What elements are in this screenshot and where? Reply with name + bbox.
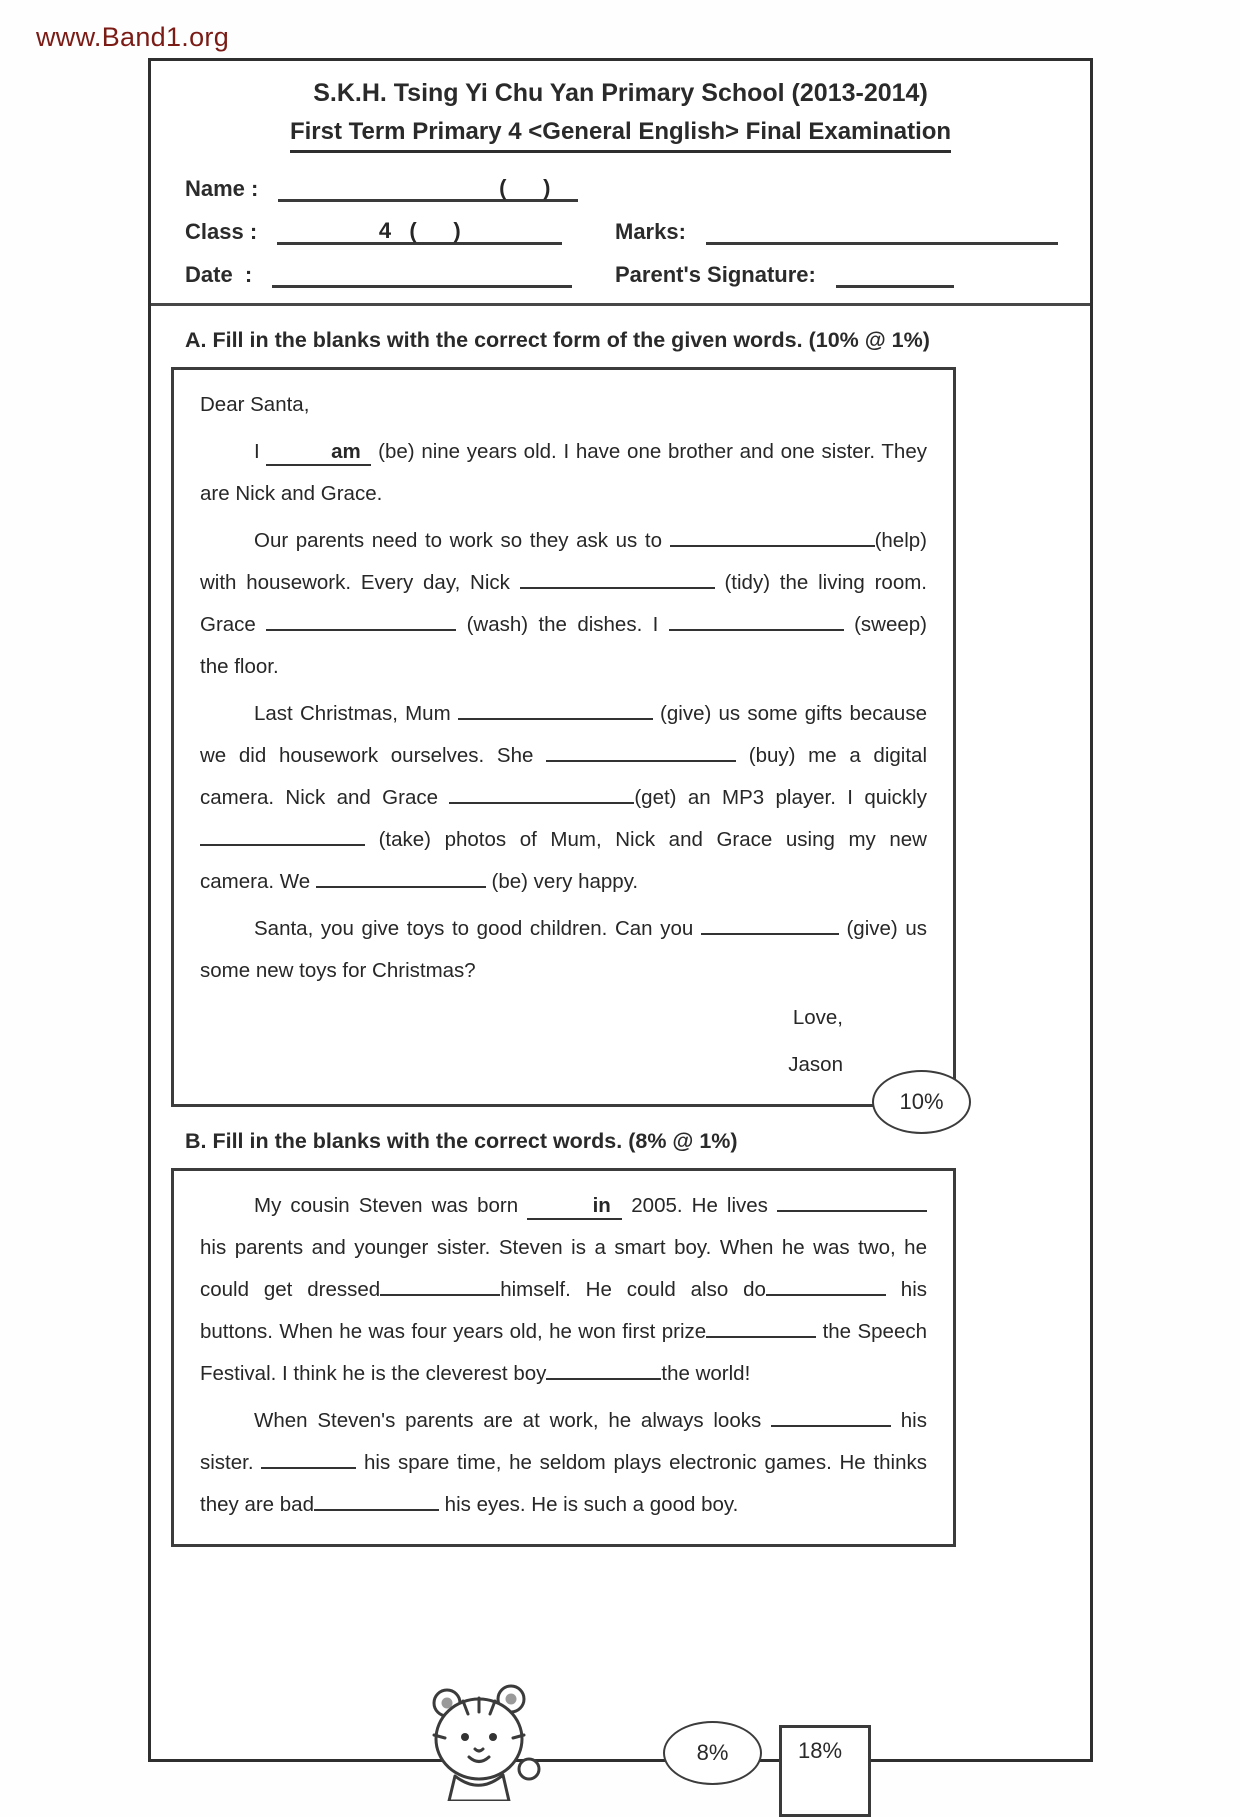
paragraph: Santa, you give toys to good children. Can you (give) us some new toys for Christmas? [200, 908, 927, 992]
watermark-text: www.Band1.org [36, 22, 230, 52]
answer-blank [520, 563, 715, 589]
answer-blank [766, 1270, 886, 1296]
section-a-heading: A. Fill in the blanks with the correct form of the given words. (10% @ 1%) [185, 328, 930, 352]
answer-blank [314, 1485, 439, 1511]
answer-blank [266, 605, 456, 631]
answer-blank [316, 862, 486, 888]
bottom-area [171, 1547, 1070, 1797]
answer-blank-filled: am [266, 440, 371, 466]
student-info-form [185, 171, 1070, 289]
signature-group [615, 257, 954, 288]
class-value: 4 ( ) [378, 218, 461, 243]
marks-label: Marks: [615, 219, 686, 244]
name-blank-line [278, 171, 578, 202]
exam-frame [148, 58, 1093, 1765]
section-a-score-text: 10% [899, 1089, 944, 1114]
answer-blank [546, 1354, 661, 1380]
marks-blank-line [706, 214, 1058, 245]
header-divider [151, 303, 1090, 306]
answer-blank [777, 1186, 927, 1212]
paragraph: I am (be) nine years old. I have one brother and one sister. They are Nick and Grace. [200, 440, 927, 505]
answer-blank [546, 736, 736, 762]
section-b-score-text: 8% [696, 1740, 729, 1765]
section-b-score-badge [663, 1721, 762, 1785]
date-row [185, 257, 1070, 289]
answer-blank-filled: in [527, 1194, 622, 1220]
answer-blank [380, 1270, 500, 1296]
class-row [185, 214, 1070, 246]
class-blank-line [277, 214, 562, 245]
answer-blank [669, 605, 844, 631]
answer-blank [458, 694, 653, 720]
answer-blank [771, 1401, 891, 1427]
class-label: Class : [185, 219, 258, 244]
total-score-text: 18% [798, 1738, 843, 1763]
passage-body [200, 1185, 927, 1526]
answer-blank [706, 1312, 816, 1338]
answer-blank [449, 778, 634, 804]
school-title: S.K.H. Tsing Yi Chu Yan Primary School (2013-2014) [313, 79, 928, 107]
paragraph: Jason [788, 1053, 843, 1076]
tiger-mascot-icon [421, 1683, 541, 1801]
section-a-score-badge [872, 1070, 971, 1134]
marks-group [615, 214, 1058, 245]
answer-blank [701, 909, 839, 935]
date-blank-line [272, 257, 572, 288]
letter-body [200, 384, 927, 1086]
paragraph: My cousin Steven was born in 2005. He lives his parents and younger sister. Steven is a smart boy. When he was two, he could get dressed himself. He could also do his buttons. When he was four years old, he won first prize the Speech Festival. I think he is the cleverest boy the world! [200, 1185, 927, 1395]
answer-blank [670, 521, 875, 547]
answer-blank [200, 820, 365, 846]
section-a-letter-box [171, 367, 956, 1114]
section-b-heading: B. Fill in the blanks with the correct words. (8% @ 1%) [185, 1129, 738, 1153]
exam-title-wrap [171, 118, 1070, 153]
name-row [185, 171, 1070, 203]
paragraph: When Steven's parents are at work, he always looks his sister. his spare time, he seldom plays electronic games. He thinks they are bad his eyes. He is such a good boy. [200, 1400, 927, 1526]
signature-blank-line [836, 257, 954, 288]
paragraph: Dear Santa, [200, 393, 310, 416]
name-class-paren: ( ) [499, 175, 551, 200]
paragraph: Our parents need to work so they ask us to (help) with housework. Every day, Nick (tidy) the living room. Grace (wash) the dishes. I (sweep) the floor. [200, 520, 927, 688]
date-label: Date : [185, 262, 253, 287]
section-b-passage-box [171, 1168, 956, 1547]
paragraph: Last Christmas, Mum (give) us some gifts because we did housework ourselves. She (buy) me a digital camera. Nick and Grace (get) an MP3 player. I quickly (take) photos of Mum, Nick and Grace using my new camera. We (be) very happy. [200, 693, 927, 903]
exam-title: First Term Primary 4 <General English> Final Examination [290, 118, 951, 153]
parent-signature-label: Parent's Signature: [615, 262, 816, 287]
answer-blank [261, 1443, 356, 1469]
total-score-box [779, 1725, 871, 1817]
paragraph: Love, [792, 1006, 843, 1029]
name-label: Name : [185, 176, 259, 201]
